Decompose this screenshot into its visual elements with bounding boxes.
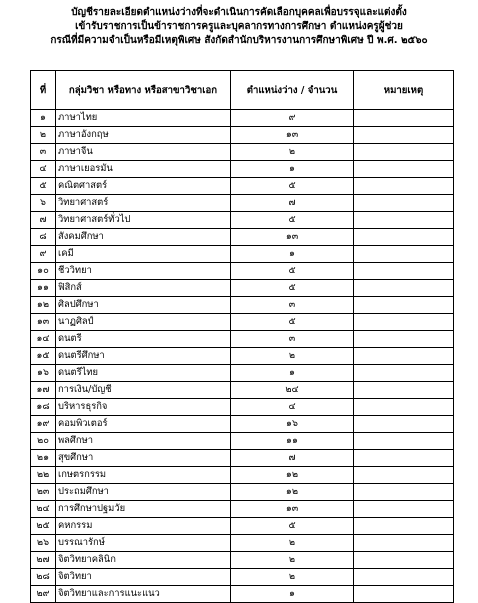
row-vacancy-count: ๑๓ <box>231 229 354 246</box>
table-row <box>31 195 454 212</box>
row-subject: บรรณารักษ์ <box>56 535 231 552</box>
column-header-subject: กลุ่มวิชา หรือทาง หรือสาขาวิชาเอก <box>56 71 231 110</box>
row-note <box>354 365 454 382</box>
row-note <box>354 416 454 433</box>
row-number: ๒๕ <box>31 518 56 535</box>
row-note <box>354 535 454 552</box>
row-number: ๒๐ <box>31 433 56 450</box>
row-subject: เกษตรกรรม <box>56 467 231 484</box>
row-note <box>354 501 454 518</box>
table-row <box>31 144 454 161</box>
row-vacancy-count: ๕ <box>231 178 354 195</box>
row-subject: นาฏศิลป์ <box>56 314 231 331</box>
row-note <box>354 263 454 280</box>
table-row <box>31 314 454 331</box>
row-subject: วิทยาศาสตร์ <box>56 195 231 212</box>
row-number: ๒๔ <box>31 501 56 518</box>
row-note <box>354 569 454 586</box>
row-vacancy-count: ๑๒ <box>231 467 354 484</box>
row-number: ๘ <box>31 229 56 246</box>
row-vacancy-count: ๕ <box>231 314 354 331</box>
row-vacancy-count: ๒ <box>231 535 354 552</box>
row-note <box>354 212 454 229</box>
row-subject: การเงิน/บัญชี <box>56 382 231 399</box>
header-line-3: กรณีที่มีความจำเป็นหรือมีเหตุพิเศษ สังกัดสำนักบริหารงานการศึกษาพิเศษ ปี พ.ศ. ๒๕๖๐ <box>50 35 428 46</box>
vacancy-table <box>30 70 454 603</box>
table-row <box>31 246 454 263</box>
row-subject: ภาษาเยอรมัน <box>56 161 231 178</box>
row-number: ๒๙ <box>31 586 56 603</box>
column-header-no: ที่ <box>31 71 56 110</box>
row-subject: บริหารธุรกิจ <box>56 399 231 416</box>
row-number: ๑๑ <box>31 280 56 297</box>
table-row <box>31 229 454 246</box>
row-note <box>354 518 454 535</box>
table-row <box>31 467 454 484</box>
row-vacancy-count: ๓ <box>231 297 354 314</box>
table-row <box>31 433 454 450</box>
table-row <box>31 501 454 518</box>
row-number: ๑๘ <box>31 399 56 416</box>
row-note <box>354 195 454 212</box>
row-vacancy-count: ๑ <box>231 161 354 178</box>
row-vacancy-count: ๑๓ <box>231 127 354 144</box>
table-row <box>31 518 454 535</box>
row-number: ๖ <box>31 195 56 212</box>
row-note <box>354 110 454 127</box>
table-row <box>31 569 454 586</box>
row-vacancy-count: ๕ <box>231 212 354 229</box>
row-number: ๑๓ <box>31 314 56 331</box>
row-vacancy-count: ๒๔ <box>231 382 354 399</box>
row-number: ๑ <box>31 110 56 127</box>
row-note <box>354 144 454 161</box>
row-vacancy-count: ๗ <box>231 450 354 467</box>
row-subject: คอมพิวเตอร์ <box>56 416 231 433</box>
row-number: ๑๔ <box>31 331 56 348</box>
table-row <box>31 535 454 552</box>
table-row <box>31 484 454 501</box>
row-subject: ดนตรีศึกษา <box>56 348 231 365</box>
table-row <box>31 127 454 144</box>
row-note <box>354 450 454 467</box>
row-vacancy-count: ๒ <box>231 552 354 569</box>
row-note <box>354 297 454 314</box>
row-vacancy-count: ๑๖ <box>231 416 354 433</box>
row-vacancy-count: ๑๒ <box>231 484 354 501</box>
row-subject: การศึกษาปฐมวัย <box>56 501 231 518</box>
table-row <box>31 331 454 348</box>
row-vacancy-count: ๒ <box>231 144 354 161</box>
row-number: ๒๑ <box>31 450 56 467</box>
row-number: ๕ <box>31 178 56 195</box>
row-subject: ภาษาจีน <box>56 144 231 161</box>
row-note <box>354 246 454 263</box>
row-number: ๙ <box>31 246 56 263</box>
row-note <box>354 331 454 348</box>
row-note <box>354 127 454 144</box>
row-number: ๑๖ <box>31 365 56 382</box>
row-vacancy-count: ๒ <box>231 569 354 586</box>
row-vacancy-count: ๓ <box>231 331 354 348</box>
table-body <box>31 110 454 603</box>
row-number: ๑๕ <box>31 348 56 365</box>
row-note <box>354 399 454 416</box>
row-number: ๒๒ <box>31 467 56 484</box>
row-subject: ภาษาไทย <box>56 110 231 127</box>
table-row <box>31 450 454 467</box>
row-number: ๑๙ <box>31 416 56 433</box>
row-vacancy-count: ๒ <box>231 348 354 365</box>
document-header <box>0 6 478 48</box>
table-row <box>31 348 454 365</box>
row-subject: คหกรรม <box>56 518 231 535</box>
row-note <box>354 229 454 246</box>
row-note <box>354 484 454 501</box>
table-row <box>31 178 454 195</box>
row-subject: จิตวิทยาคลินิก <box>56 552 231 569</box>
row-subject: พลศึกษา <box>56 433 231 450</box>
row-subject: สุขศึกษา <box>56 450 231 467</box>
table-row <box>31 552 454 569</box>
row-subject: ภาษาอังกฤษ <box>56 127 231 144</box>
row-number: ๓ <box>31 144 56 161</box>
table-row <box>31 586 454 603</box>
row-note <box>354 467 454 484</box>
row-subject: ฟิสิกส์ <box>56 280 231 297</box>
row-vacancy-count: ๕ <box>231 280 354 297</box>
row-subject: ศิลปศึกษา <box>56 297 231 314</box>
row-subject: วิทยาศาสตร์ทั่วไป <box>56 212 231 229</box>
row-vacancy-count: ๑ <box>231 586 354 603</box>
table-row <box>31 416 454 433</box>
row-note <box>354 552 454 569</box>
row-note <box>354 433 454 450</box>
row-note <box>354 314 454 331</box>
row-vacancy-count: ๑๑ <box>231 433 354 450</box>
table-row <box>31 297 454 314</box>
row-number: ๒๘ <box>31 569 56 586</box>
row-subject: เคมี <box>56 246 231 263</box>
row-note <box>354 586 454 603</box>
row-note <box>354 348 454 365</box>
row-subject: จิตวิทยาและการแนะแนว <box>56 586 231 603</box>
column-header-note: หมายเหตุ <box>354 71 454 110</box>
row-vacancy-count: ๕ <box>231 518 354 535</box>
row-note <box>354 382 454 399</box>
header-line-2: เข้ารับราชการเป็นข้าราชการครูและบุคลากรทางการศึกษา ตำแหน่งครูผู้ช่วย <box>75 21 403 32</box>
row-note <box>354 161 454 178</box>
header-line-1: บัญชีรายละเอียดตำแหน่งว่างที่จะดำเนินการคัดเลือกบุคคลเพื่อบรรจุและแต่งตั้ง <box>71 7 407 18</box>
table-row <box>31 161 454 178</box>
row-subject: สังคมศึกษา <box>56 229 231 246</box>
table-header-row <box>31 71 454 110</box>
row-number: ๑๒ <box>31 297 56 314</box>
row-vacancy-count: ๙ <box>231 110 354 127</box>
table-row <box>31 110 454 127</box>
column-header-count: ตำแหน่งว่าง / จำนวน <box>231 71 354 110</box>
row-vacancy-count: ๔ <box>231 399 354 416</box>
row-number: ๒๖ <box>31 535 56 552</box>
row-vacancy-count: ๑๓ <box>231 501 354 518</box>
table-row <box>31 382 454 399</box>
row-subject: จิตวิทยา <box>56 569 231 586</box>
row-note <box>354 178 454 195</box>
row-subject: คณิตศาสตร์ <box>56 178 231 195</box>
row-number: ๑๗ <box>31 382 56 399</box>
row-number: ๗ <box>31 212 56 229</box>
row-number: ๒๗ <box>31 552 56 569</box>
row-number: ๑๐ <box>31 263 56 280</box>
table-row <box>31 365 454 382</box>
row-vacancy-count: ๕ <box>231 263 354 280</box>
table-row <box>31 280 454 297</box>
row-note <box>354 280 454 297</box>
row-subject: ชีววิทยา <box>56 263 231 280</box>
row-subject: ดนตรีไทย <box>56 365 231 382</box>
row-subject: ดนตรี <box>56 331 231 348</box>
row-vacancy-count: ๗ <box>231 195 354 212</box>
row-number: ๒ <box>31 127 56 144</box>
table-row <box>31 263 454 280</box>
row-vacancy-count: ๑ <box>231 246 354 263</box>
table-row <box>31 212 454 229</box>
row-vacancy-count: ๑ <box>231 365 354 382</box>
row-subject: ประถมศึกษา <box>56 484 231 501</box>
row-number: ๔ <box>31 161 56 178</box>
row-number: ๒๓ <box>31 484 56 501</box>
table-row <box>31 399 454 416</box>
